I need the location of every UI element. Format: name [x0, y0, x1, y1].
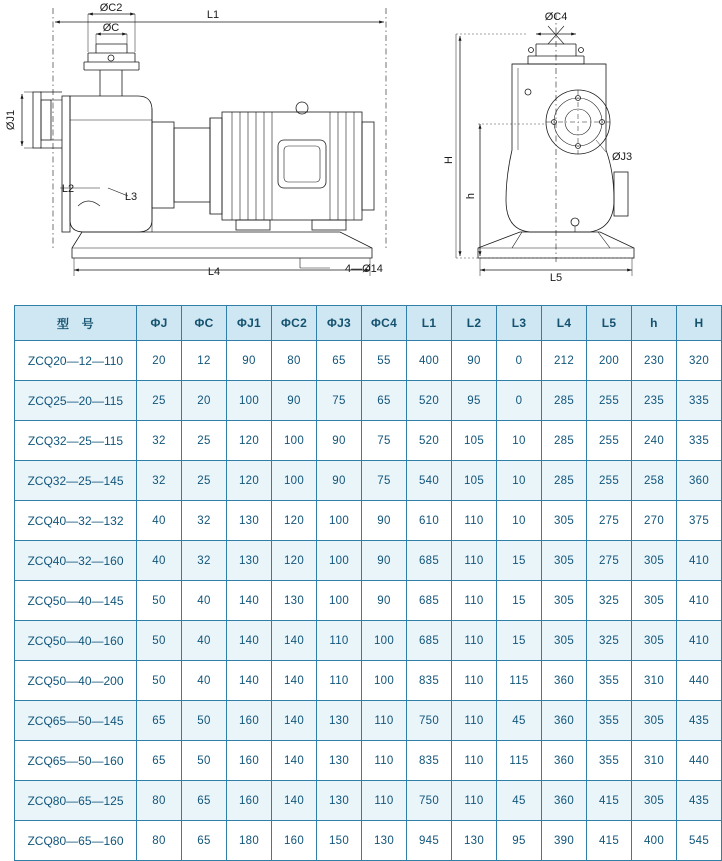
- table-row: [15, 501, 722, 541]
- cell-value: 90: [317, 421, 362, 461]
- cell-value: 360: [542, 701, 587, 741]
- cell-value: 410: [677, 541, 722, 581]
- cell-value: 105: [452, 461, 497, 501]
- cell-value: 275: [587, 501, 632, 541]
- label-PhiC4: ØC4: [544, 11, 568, 23]
- col-header-phic: ΦC: [182, 306, 227, 341]
- col-header-l1: L1: [407, 306, 452, 341]
- cell-value: 275: [587, 541, 632, 581]
- cell-value: 110: [452, 541, 497, 581]
- col-header-l4: L4: [542, 306, 587, 341]
- cell-value: 400: [407, 341, 452, 381]
- cell-value: 235: [632, 381, 677, 421]
- cell-value: 130: [227, 541, 272, 581]
- cell-value: 270: [632, 501, 677, 541]
- cell-value: 360: [542, 661, 587, 701]
- cell-value: 335: [677, 381, 722, 421]
- cell-value: 100: [227, 381, 272, 421]
- cell-value: 435: [677, 781, 722, 821]
- cell-value: 25: [137, 381, 182, 421]
- cell-value: 258: [632, 461, 677, 501]
- cell-value: 25: [182, 461, 227, 501]
- table-row: [15, 781, 722, 821]
- table-row: [15, 621, 722, 661]
- cell-value: 75: [362, 421, 407, 461]
- cell-value: 32: [182, 501, 227, 541]
- label-PhiJ1: ØJ1: [5, 109, 17, 131]
- cell-value: 305: [632, 781, 677, 821]
- cell-model: ZCQ50—40—200: [15, 661, 137, 701]
- cell-value: 310: [632, 741, 677, 781]
- cell-value: 80: [137, 821, 182, 861]
- cell-value: 945: [407, 821, 452, 861]
- label-h: h: [465, 192, 477, 200]
- cell-value: 305: [542, 501, 587, 541]
- cell-value: 65: [317, 341, 362, 381]
- cell-value: 200: [587, 341, 632, 381]
- cell-value: 545: [677, 821, 722, 861]
- cell-value: 15: [497, 541, 542, 581]
- cell-value: 15: [497, 621, 542, 661]
- cell-value: 360: [677, 461, 722, 501]
- cell-value: 65: [137, 701, 182, 741]
- cell-value: 20: [182, 381, 227, 421]
- cell-value: 140: [227, 621, 272, 661]
- cell-value: 110: [452, 581, 497, 621]
- cell-value: 10: [497, 461, 542, 501]
- cell-value: 40: [182, 661, 227, 701]
- cell-value: 310: [632, 661, 677, 701]
- cell-value: 750: [407, 781, 452, 821]
- col-header-phic4: ΦC4: [362, 306, 407, 341]
- cell-model: ZCQ65—50—160: [15, 741, 137, 781]
- cell-value: 685: [407, 621, 452, 661]
- label-L4: L4: [207, 266, 221, 278]
- cell-value: 10: [497, 501, 542, 541]
- cell-value: 100: [362, 661, 407, 701]
- cell-value: 305: [542, 621, 587, 661]
- label-PhiC2: ØC2: [99, 2, 123, 14]
- cell-value: 10: [497, 421, 542, 461]
- cell-value: 120: [272, 501, 317, 541]
- cell-value: 130: [317, 781, 362, 821]
- cell-value: 110: [317, 661, 362, 701]
- cell-value: 110: [452, 781, 497, 821]
- cell-value: 45: [497, 781, 542, 821]
- cell-model: ZCQ32—25—145: [15, 461, 137, 501]
- cell-value: 45: [497, 701, 542, 741]
- cell-value: 355: [587, 741, 632, 781]
- cell-model: ZCQ32—25—115: [15, 421, 137, 461]
- cell-value: 540: [407, 461, 452, 501]
- cell-value: 95: [452, 381, 497, 421]
- cell-value: 65: [362, 381, 407, 421]
- cell-value: 12: [182, 341, 227, 381]
- cell-value: 100: [362, 621, 407, 661]
- cell-value: 435: [677, 701, 722, 741]
- cell-value: 415: [587, 821, 632, 861]
- cell-value: 25: [182, 421, 227, 461]
- table-row: [15, 661, 722, 701]
- cell-value: 130: [317, 701, 362, 741]
- cell-model: ZCQ25—20—115: [15, 381, 137, 421]
- cell-value: 355: [587, 701, 632, 741]
- cell-value: 32: [182, 541, 227, 581]
- label-L5: L5: [549, 272, 563, 284]
- col-header-phij: ΦJ: [137, 306, 182, 341]
- cell-value: 65: [182, 821, 227, 861]
- technical-drawing: [0, 0, 690, 300]
- col-header-phij3: ΦJ3: [317, 306, 362, 341]
- cell-value: 130: [362, 821, 407, 861]
- col-header-model: 型 号: [15, 306, 137, 341]
- cell-value: 120: [227, 421, 272, 461]
- cell-value: 20: [137, 341, 182, 381]
- cell-value: 685: [407, 581, 452, 621]
- col-header-l2: L2: [452, 306, 497, 341]
- cell-value: 140: [227, 661, 272, 701]
- cell-value: 410: [677, 621, 722, 661]
- cell-value: 835: [407, 661, 452, 701]
- cell-value: 520: [407, 421, 452, 461]
- cell-value: 240: [632, 421, 677, 461]
- cell-value: 410: [677, 581, 722, 621]
- cell-value: 360: [542, 741, 587, 781]
- cell-value: 110: [362, 741, 407, 781]
- cell-value: 285: [542, 461, 587, 501]
- table-row: [15, 421, 722, 461]
- table-row: [15, 381, 722, 421]
- label-H: H: [443, 156, 455, 164]
- cell-value: 320: [677, 341, 722, 381]
- cell-value: 90: [452, 341, 497, 381]
- cell-value: 120: [272, 541, 317, 581]
- label-L3: L3: [124, 191, 138, 203]
- cell-value: 40: [137, 501, 182, 541]
- cell-value: 160: [272, 821, 317, 861]
- cell-value: 50: [137, 581, 182, 621]
- table-row: [15, 741, 722, 781]
- cell-value: 285: [542, 421, 587, 461]
- cell-value: 90: [362, 541, 407, 581]
- col-header-h-upper: H: [677, 306, 722, 341]
- cell-value: 32: [137, 421, 182, 461]
- cell-value: 305: [632, 701, 677, 741]
- cell-value: 230: [632, 341, 677, 381]
- cell-value: 50: [182, 741, 227, 781]
- col-header-h-lower: h: [632, 306, 677, 341]
- cell-value: 80: [272, 341, 317, 381]
- cell-value: 255: [587, 381, 632, 421]
- cell-value: 15: [497, 581, 542, 621]
- cell-value: 305: [542, 541, 587, 581]
- cell-value: 50: [137, 621, 182, 661]
- col-header-phij1: ΦJ1: [227, 306, 272, 341]
- cell-value: 0: [497, 341, 542, 381]
- cell-value: 180: [227, 821, 272, 861]
- cell-value: 32: [137, 461, 182, 501]
- cell-value: 305: [632, 581, 677, 621]
- cell-value: 140: [227, 581, 272, 621]
- cell-value: 75: [362, 461, 407, 501]
- cell-model: ZCQ80—65—160: [15, 821, 137, 861]
- specification-table-container: [14, 305, 710, 861]
- cell-model: ZCQ50—40—160: [15, 621, 137, 661]
- label-PhiC: ØC: [102, 22, 120, 34]
- cell-value: 610: [407, 501, 452, 541]
- cell-value: 140: [272, 781, 317, 821]
- cell-value: 110: [452, 701, 497, 741]
- cell-value: 140: [272, 741, 317, 781]
- cell-model: ZCQ50—40—145: [15, 581, 137, 621]
- cell-value: 130: [452, 821, 497, 861]
- table-row: [15, 341, 722, 381]
- cell-value: 415: [587, 781, 632, 821]
- cell-value: 835: [407, 741, 452, 781]
- cell-value: 105: [452, 421, 497, 461]
- cell-value: 100: [272, 421, 317, 461]
- cell-value: 440: [677, 661, 722, 701]
- cell-value: 110: [452, 661, 497, 701]
- cell-value: 100: [317, 501, 362, 541]
- table-row: [15, 461, 722, 501]
- cell-value: 130: [227, 501, 272, 541]
- cell-value: 120: [227, 461, 272, 501]
- cell-value: 325: [587, 581, 632, 621]
- cell-value: 355: [587, 661, 632, 701]
- table-header-row: [15, 306, 722, 341]
- cell-value: 390: [542, 821, 587, 861]
- cell-value: 685: [407, 541, 452, 581]
- cell-value: 285: [542, 381, 587, 421]
- cell-value: 325: [587, 621, 632, 661]
- cell-value: 90: [362, 501, 407, 541]
- cell-value: 40: [182, 581, 227, 621]
- pump-drawing-svg: [0, 0, 690, 300]
- cell-value: 160: [227, 741, 272, 781]
- table-row: [15, 581, 722, 621]
- table-body: [15, 341, 722, 861]
- cell-model: ZCQ80—65—125: [15, 781, 137, 821]
- cell-value: 80: [137, 781, 182, 821]
- cell-value: 50: [182, 701, 227, 741]
- specification-table: [14, 305, 722, 861]
- cell-value: 750: [407, 701, 452, 741]
- cell-model: ZCQ65—50—145: [15, 701, 137, 741]
- cell-value: 360: [542, 781, 587, 821]
- cell-value: 440: [677, 741, 722, 781]
- cell-value: 110: [317, 621, 362, 661]
- cell-value: 520: [407, 381, 452, 421]
- cell-value: 160: [227, 781, 272, 821]
- cell-value: 255: [587, 421, 632, 461]
- cell-value: 115: [497, 741, 542, 781]
- cell-value: 335: [677, 421, 722, 461]
- label-PhiJ3: ØJ3: [612, 151, 633, 163]
- col-header-l3: L3: [497, 306, 542, 341]
- table-row: [15, 821, 722, 861]
- cell-value: 212: [542, 341, 587, 381]
- col-header-phic2: ΦC2: [272, 306, 317, 341]
- cell-value: 110: [452, 621, 497, 661]
- label-L2: L2: [61, 183, 75, 195]
- cell-value: 40: [182, 621, 227, 661]
- cell-value: 400: [632, 821, 677, 861]
- cell-value: 255: [587, 461, 632, 501]
- cell-value: 140: [272, 621, 317, 661]
- cell-value: 305: [542, 581, 587, 621]
- cell-value: 110: [362, 781, 407, 821]
- cell-value: 90: [317, 461, 362, 501]
- label-bolt-holes: 4—Ø14: [345, 263, 383, 275]
- cell-value: 75: [317, 381, 362, 421]
- cell-value: 100: [317, 541, 362, 581]
- cell-value: 90: [362, 581, 407, 621]
- col-header-l5: L5: [587, 306, 632, 341]
- cell-value: 90: [227, 341, 272, 381]
- cell-value: 95: [497, 821, 542, 861]
- cell-value: 160: [227, 701, 272, 741]
- cell-value: 115: [497, 661, 542, 701]
- cell-value: 0: [497, 381, 542, 421]
- cell-value: 140: [272, 701, 317, 741]
- cell-value: 65: [137, 741, 182, 781]
- table-row: [15, 701, 722, 741]
- cell-value: 110: [362, 701, 407, 741]
- cell-model: ZCQ40—32—160: [15, 541, 137, 581]
- cell-value: 130: [317, 741, 362, 781]
- cell-value: 100: [317, 581, 362, 621]
- cell-value: 65: [182, 781, 227, 821]
- cell-value: 130: [272, 581, 317, 621]
- cell-value: 90: [272, 381, 317, 421]
- cell-value: 100: [272, 461, 317, 501]
- cell-model: ZCQ40—32—132: [15, 501, 137, 541]
- cell-model: ZCQ20—12—110: [15, 341, 137, 381]
- cell-value: 305: [632, 541, 677, 581]
- cell-value: 110: [452, 741, 497, 781]
- cell-value: 55: [362, 341, 407, 381]
- cell-value: 305: [632, 621, 677, 661]
- cell-value: 50: [137, 661, 182, 701]
- cell-value: 110: [452, 501, 497, 541]
- cell-value: 150: [317, 821, 362, 861]
- cell-value: 375: [677, 501, 722, 541]
- table-row: [15, 541, 722, 581]
- cell-value: 40: [137, 541, 182, 581]
- label-L1: L1: [206, 9, 220, 21]
- cell-value: 140: [272, 661, 317, 701]
